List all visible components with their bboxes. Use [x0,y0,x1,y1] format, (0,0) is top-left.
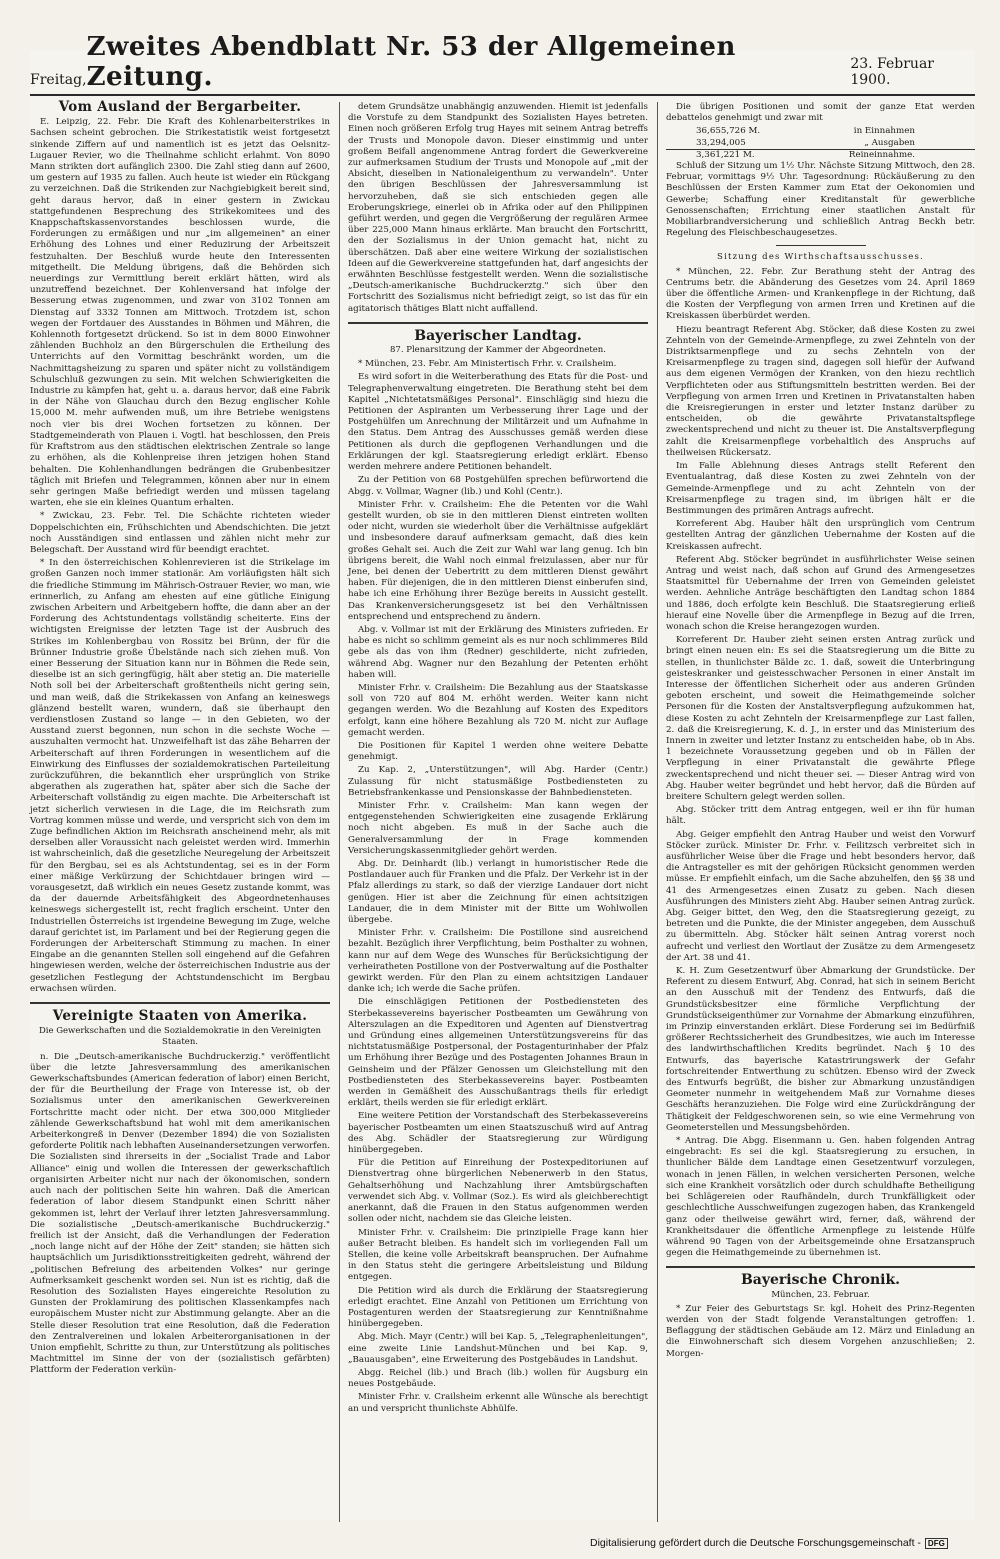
section-rule [666,1266,975,1268]
budget-figure-income [666,126,975,137]
article-paragraph: Abg. Dr. Deinhardt (lib.) verlangt in humoristischer Rede die Postlandauer auch für Franken und die Pfalz. Der Verkehr ist in der Pfalz allerdings zu stark, so daß der vierzige Landauer dort nicht genügen. Hier ist aber die Zeichnung für einen achtsitzigen Landauer, die in dem Minister mit der Bitte um Wohlwollen übergebe. [348,859,648,926]
article-paragraph: K. H. Zum Gesetzentwurf über Abmarkung der Grundstücke. Der Referent zu diesem Entwurf, Abg. Conrad, hat sich in seinem Bericht an den Ausschuß mit der Tendenz des Entwurfs, daß die Grundstücksbesitzer eine förmliche Verpflichtung der Grundstückseigenthümer zur Vornahme der Abmarkung einzuführen, im Prinzip einverstanden erklärt. Diese Forderung sei im Bedürfniß größerer Rechtssicherheit des Grundbesitzes, wie auch im Interesse des landwirthschaftlichen Kredits begründet. Nach § 10 des Entwurfs, das bayerische Katastrirungswerk der Gefahr fortschreitender Entwerthung zu schützen. Ebenso wird der Zweck des Entwurfs begrüßt, die bisher zur Abmarkung unzuständigen Geometer nunmehr in weitgehendem Maß zur Vornahme dieses Geschäfts heranzuziehen. Die Folge wird eine Zurückdrängung der Thätigkeit der Feldgeschworenen sein, so wie eine Vermehrung von Geometerstellen und Messungsbehörden. [666,966,975,1133]
article-subheading: 87. Plenarsitzung der Kammer der Abgeordneten. [390,345,606,356]
credit-text: Digitalisierung gefördert durch die Deutsche Forschungsgemeinschaft - [590,1537,921,1549]
article-paragraph: Die übrigen Positionen und somit der ganze Etat werden debattelos genehmigt und zwar mit [666,102,975,124]
column-divider [339,102,340,1522]
article-paragraph: Für die Petition auf Einreihung der Postexpeditoriunen auf Dienstvertrag ohne bürgerlichen Nebenerwerb in den Status, Gehaltserhöhung und Nachzahlung ihrer Amtsbürgschaften verwendet sich Abg. v. Vollmar (Soz.). Es wird als gleichberechtigt anerkannt, daß die Frauen in den Status aufgenommen werden sollen oder nicht, nachdem sie das Gleiche leisten. [348,1158,648,1225]
figure-value: 36,655,726 M. [696,126,761,137]
article-paragraph: Minister Frhr. v. Crailsheim: Ehe die Petenten vor die Wahl gestellt wurden, ob sie in den mittleren Dienst eintreten wollten oder nicht, wurden sie wiederholt über die Verhältnisse aufgeklärt und insbesondere darauf aufmerksam gemacht, daß dies kein großes Gehalt sei. Auch die Zeit zur Wahl war lang genug. Ich bin übrigens bereit, die Wahl noch einmal freizulassen, aber nur für Jene, bei denen der Uebertritt zu dem mittleren Dienst gewährt haben. Für diejenigen, die in den mittleren Dienst einberufen sind, habe ich eine Erhöhung ihrer Bezüge bereits in Aussicht gestellt. Das Krankenversicherungsgesetz ist bei den Verhältnissen entsprechend und entsprechend zu ändern. [348,499,648,622]
article-subheading: Die Gewerkschaften und die Sozialdemokratie in den Vereinigten Staaten. [38,1026,322,1048]
newspaper-page [30,32,975,1520]
digitization-credit [590,1537,948,1549]
figure-label: in Einnahmen [853,126,915,137]
article-paragraph: Abgg. Reichel (lib.) und Brach (lib.) wollen für Augsburg ein neues Postgebäude. [348,1367,648,1390]
article-paragraph: Korreferent Dr. Hauber zieht seinen ersten Antrag zurück und bringt einen neuen ein: Es sei die Staatsregierung um die Bitte zu stellen, in thunlichster Bälde zc. 1. daß, soweit die Unterbringung geisteskranker und geistesschwacher Personen in einer Anstalt im Interesse der öffentlichen Sicherheit oder aus anderen Gründen geboten erscheint, und soweit die Heimathgemeinde solcher Personen für die Kosten der Anstaltsverpflegung aufzukommen hat, diese Kosten zu acht Zehnteln der Kreisarmenpflege zur Last fallen, 2. daß die Kreisregierung, K. d. J., in erster und das Ministerium des Innern in zweiter und letzter Instanz zu entscheiden habe, ob in Abs. 1 bezeichnete Voraussetzung gegeben und ob in Fällen der Verpflegung in einer Privatanstalt die gewährte Pflege zweckentsprechend und nicht theuer sei. — Dieser Antrag wird von Abg. Hauber weiter begründet und hebt hervor, daß die Bürden auf breitere Schultern gelegt werden sollen. [666,635,975,802]
article-paragraph: * In den österreichischen Kohlenrevieren ist die Strikelage im großen Ganzen noch immer stationär. Am vorläufigsten hält sich die friedliche Stimmung im Mährisch-Ostrauer Revier, wo man, wie erinnerlich, zu Anfang am ehesten auf eine gütliche Einigung zwischen Arbeitern und Arbeitgebern hoffte, die dann aber an der Forderung des Achtstundentags vollständig scheiterte. Eins der wichtigsten Ereignisse der letzten Tage ist der Ausbruch des Strikes im Kohlenbergbau von Rossitz bei Brünn, der für die Brünner Industrie große Übelstände nach sich ziehen muß. Von einer Besserung der Situation kann nur in Böhmen die Rede sein, dieselbe ist an sich geringfügig, hält aber stetig an. Die materielle Noth soll bei der Arbeiterschaft großtentheils nicht gering sein, und man weiß, daß die Strikekassen von Anfang an keineswegs glänzend bestellt waren, wundern, daß sie überhaupt den verdienstlosen Zustand so lange — in den Gebieten, wo der Ausstand zuerst begonnen, nun schon in die sechste Woche — auszuhalten vermocht hat. Unzweifelhaft ist das zähe Beharren der Arbeiterschaft auf ihren Forderungen in wesentlichem auf die Einwirkung des Einflusses der sozialdemokratischen Parteileitung zurückzuführen, die bekanntlich eher ursprünglich von Strike abgerathen als zugerathen hat, später aber sich die Sache der Arbeiterschaft vollständig zu eigen machte. Die Arbeiterschaft ist jetzt sicherlich verwiesen in die Lage, die im Reichsrath zum Vortrag kommen müsse und werde, und verspricht sich von dem im Zuge befindlichen Aktion im Reichsrath anscheinend mehr, als mit derselben aller Voraussicht nach geleistet werden wird. Immerhin ist wahrscheinlich, daß die gesetzliche Neuregelung der Arbeitszeit für den Bergbau, sei es als Achtstundentag, sei es in der Form einer mäßige Verkürzung der Schichtdauer bringen wird — vorausgesetzt, daß wirklich ein neues Gesetz zustande kommt, was da der dauernde Arbeitsfähigkeit des Abgeordnetenhauses keineswegs sichergestellt ist, recht fraglich erscheint. Unter den Industriellen Österreichs ist irgendeine Bewegung im Zuge, welche darauf gerichtet ist, im Parlament und bei der Regierung gegen die Forderungen der Arbeiterschaft Stimmung zu machen. In einer Eingabe an die genannten Stellen soll eingehend auf die Gefahren hingewiesen werden, welche der österreichischen Industrie aus der gesetzlichen Festlegung der Achtstundenschicht im Bergbau erwachsen würden. [30,558,330,994]
article-heading: Vom Ausland der Bergarbeiter. [58,99,302,115]
section-rule [30,1002,330,1004]
article-paragraph: Abg. Geiger empfiehlt den Antrag Hauber und weist den Vorwurf Stöcker zurück. Minister Dr. Frhr. v. Feilitzsch verbreitet sich in ausführlicher Weise über die Frage und hebt besonders hervor, daß die Antragsteller es mit der gehörigen Rücksicht genommen werden müsse. Er empfiehlt einfach, um die Sache abzuhelfen, den §§ 38 und 41 des Armengesetzes einen Zusatz zu geben. Nach diesen Ausführungen des Ministers zieht Abg. Hauber seinen Antrag zurück. Abg. Geiger bittet, den Weg, den die Staatsregierung gezeigt, zu betreten und die Punkte, die der Minister angegeben, dem Ausschuß zu übermitteln. Abg. Stöcker hält seinen Antrag vorerst noch aufrecht und verliest den Wortlaut der Zusätze zu dem Armengesetz der Art. 38 und 41. [666,829,975,963]
masthead-title: Zweites Abendblatt Nr. 53 der Allgemeinen Zeitung. [86,32,736,92]
article-subheading: Sitzung des Wirthschaftsausschusses. [717,252,924,263]
article-paragraph: Zu Kap. 2, „Unterstützungen", will Abg. Harder (Centr.) Zulassung für nicht statusmäßige Postbediensteten zu Betriebsfrankenkasse und Pensionskasse der Bahnbediensteten. [348,765,648,798]
article-heading: Bayerischer Landtag. [414,327,582,344]
article-paragraph: * München, 22. Febr. Zur Berathung steht der Antrag des Centrums betr. die Abänderung des Gesetzes vom 24. April 1869 über die öffentliche Armen- und Krankenpflege in der Richtung, daß die Kosten der Verpflegung von armen Irren und Kretinen auf die Kreiskassen überbürdet werden. [666,266,975,322]
article-paragraph: * Zwickau, 23. Febr. Tel. Die Schächte richteten wieder Doppelschichten ein, Frühschichten und Abendschichten. Die jetzt noch Ausständigen sind entlassen und zählen nicht mehr zur Belegschaft. Der Ausstand wird für beendigt erachtet. [30,511,330,555]
figure-value: 3,361,221 M. [696,149,755,160]
article-paragraph: Abg. Stöcker tritt dem Antrag entgegen, weil er ihn für human hält. [666,805,975,827]
column-3 [666,102,975,1362]
article-paragraph: Minister Frhr. v. Crailsheim: Die Bezahlung aus der Staatskasse soll von 720 auf 804 M. erhöht werden. Weiter kann nicht gegangen werden. Wo die Bezahlung auf Kosten des Expeditors erfolgt, kann eine höhere Bezahlung als 720 M. nicht zur Auflage gemacht werden. [348,682,648,738]
article-paragraph: Schluß der Sitzung um 1½ Uhr. Nächste Sitzung Mittwoch, den 28. Februar, vormittags 9½ Uhr. Tagesordnung: Rückäußerung zu den Beschlüssen der Ersten Kammer zum Etat der Oekonomien und Gewerbe; Schaffung einer Kreditanstalt für gewerbliche Genossenschaften; Errichtung einer staatlichen Anstalt für Mobiliarbrandversicherung und schließlich Antrag Beckh betr. Regelung des Fleischbeschaugesetzes. [666,161,975,239]
article-heading: Bayerische Chronik. [740,1272,901,1289]
column-2 [348,102,648,1417]
article-paragraph: Minister Frhr. v. Crailsheim: Die prinzipielle Frage kann hier außer Betracht bleiben. Es handelt sich im vorliegenden Fall um Stellen, die keine volle Arbeitskraft beanspruchen. Der Aufnahme in den Status steht die geringere Arbeitsleistung und Bildung entgegen. [348,1227,648,1283]
article-paragraph: detem Grundsätze unabhängig anzuwenden. Hiemit ist jedenfalls die Vorstufe zu dem Standpunkt des Sozialisten Hayes betreten. Einen noch größeren Erfolg trug Hayes mit seinem Antrag betreffs der Trusts und Monopole davon. Dieser einstimmig und unter großem Beifall angenommene Antrag fordert die Gewerkvereine zur aufmerksamen Studium der Trusts und Monopole auf „mit der Absicht, dieselben in Nationaleigenthum zu verwandeln". Unter den übrigen Beschlüssen der Jahresversammlung ist hervorzuheben, daß sie sich entschieden gegen alle Eroberungskriege, einerlei ob in Afrika oder auf den Philippinen geführt werden, und gegen die Vergrößerung der regulären Armee über 225,000 Mann hinaus erklärte. Man braucht den Fortschritt, den der Sozialismus in der Union gemacht hat, nicht zu überschätzen. Daß aber eine weitere Wirkung der sozialistischen Ideen auf die Gewerkvereine stattgefunden hat, darf angesichts der erwähnten Beschlüsse festgestellt werden. Wenn die sozialistische „Deutsch-amerikanische Buchdruckerztg." sich über den Fortschritt des Sozialismus nicht befriedigt zeigt, so ist das für ein agitatorisch thätiges Blatt nicht auffallend. [348,102,648,314]
masthead [30,32,975,96]
article-paragraph: Minister Frhr. v. Crailsheim: Die Postillone sind ausreichend bezahlt. Bezüglich ihrer Verpflichtung, beim Posthalter zu wohnen, kann nur auf dem Wege des Wunsches für Berücksichtigung der verheiratheten Postillone von der Postverwaltung auf die Posthalter gewirkt werden. Für den Plan zu einem achtsitzigen Landauer danke ich; ich werde die Sache prüfen. [348,928,648,995]
article-paragraph: Abg. Mich. Mayr (Centr.) will bei Kap. 5, „Telegraphenleitungen", eine zweite Linie Landshut-München und bei Kap. 9, „Bauausgaben", eine Erweiterung des Postgebäudes in Landshut. [348,1332,648,1365]
masthead-day: Freitag, [30,72,87,88]
column-1 [30,99,330,1379]
article-paragraph: Es wird sofort in die Weiterberathung des Etats für die Post- und Telegraphenverwaltung eingetreten. Die Berathung steht bei dem Kapitel „Nichtetatsmäßiges Personal". Einschlägig sind hiezu die Petitionen der Aspiranten um Verbesserung ihrer Lage und der Postgehülfen um Anrechnung der Militärzeit und um Aufnahme in den Status. Dem Antrag des Ausschusses gemäß werden diese Petitionen als durch die gepflogenen Verhandlungen und die Erklärungen der kgl. Staatsregierung erledigt erklärt. Ebenso werden mehrere andere Petitionen behandelt. [348,372,648,473]
budget-figure-expense [666,138,975,149]
article-paragraph: Im Falle Ablehnung dieses Antrags stellt Referent den Eventualantrag, daß diese Kosten zu zwei Zehnteln von der Gemeinde-Armenpflege und zu acht Zehnteln von der Kreisarmenpflege zu tragen sind, im übrigen hält er die Bestimmungen des primären Antrags aufrecht. [666,461,975,516]
article-paragraph: E. Leipzig, 22. Febr. Die Kraft des Kohlenarbeiterstrikes in Sachsen scheint gebrochen. Die Strikestatistik weist fortgesetzt sinkende Ziffern auf und namentlich ist es jetzt das Oelsnitz-Lugauer Revier, wo die Theilnahme schlicht erlahmt. Von 8090 Mann strikten dort aufänglich 2300. Die Zahl stieg dann auf 2600, um gestern auf 1935 zu fallen. Auch heute ist wieder ein Rückgang zu verzeichnen. Daß die Strikenden zur Nachgiebigkeit bereit sind, geht daraus hervor, daß in einer gestern in Zwickau stattgefundenen Besprechung des Strikekomitees und des Knappschaftskassenvorstandes beschlossen wurde, die Forderungen zu ermäßigen und nur „im allgemeinen" an einer Erhöhung des Lohnes und einer Reduzirung der Arbeitszeit festzuhalten. Der Beschluß wurde heute den Interessenten mitgetheilt. Die Meldung übrigens, daß die Behörden sich neuerdings zur Vermittlung bereit erklärt hätten, wird als unzutreffend bezeichnet. Der Kohlenversand hat infolge der Besserung etwas zugenommen, und zwar von 3102 Tonnen am Dienstag auf 3332 Tonnen am Mittwoch. Trotzdem ist, schon wegen der Fortdauer des Ausstandes in Böhmen und Mähren, die Kohlennoth fortgesetzt drückend. So ist in dem 8000 Einwohner zählenden Buchholz an den Bürgerschulen die Ertheilung des Unterrichts auf den Vormittag beschränkt worden, um die Nachmittagsheizung zu sparen und später nicht zu vollständigem Schulschluß gezwungen zu sein. Mit welchen Schwierigkeiten die Industrie zu kämpfen hat, geht u. a. daraus hervor, daß eine Fabrik in der Nähe von Glauchau durch den Bezug englischer Kohle 15,000 M. mehr aufwenden muß, um ihre Betriebe wenigstens noch vier bis drei Wochen fortsetzen zu können. Der Stadtgemeinderath von Plauen i. Vogtl. hat beschlossen, den Preis für Kraftstrom aus den städtischen elektrischen Zentrale so lange zu erhöhen, als die Kohlenpreise ihren jetzigen hohen Stand behalten. Die Kohlenhandlungen bedrängen die Grubenbesitzer täglich mit Briefen und Telegrammen, können aber nur in einem sehr geringen Maße befriedigt werden und müssen tagelang warten, ehe sie ein kleines Quantum erhalten. [30,117,330,509]
article-paragraph: Minister Frhr. v. Crailsheim: Man kann wegen der entgegenstehenden Schwierigkeiten eine zusagende Erklärung noch nicht abgeben. Es muß in der Sache auch die Generalversammlung der in Frage kommenden Versicherungskassenmitglieder gehört werden. [348,800,648,856]
figure-label: „ Ausgaben [864,137,915,148]
article-paragraph: n. Die „Deutsch-amerikanische Buchdruckerzig." veröffentlicht über die letzte Jahresversammlung des amerikanischen Gewerkschaftsbundes (American federation of labor) einen Bericht, der für die Beurtheilung der Frage von Interesse ist, ob der Sozialismus unter den amerikanischen Gewerkvereinen Fortschritte macht oder nicht. Der etwa 300,000 Mitglieder zählende Gewerkschaftsbund hat wohl mit dem amerikanischen Arbeiterkongreß in Denver (Dezember 1894) die von Sozialisten geforderte Politik nach lebhaften Auseinandersetzungen verworfen. Die Sozialisten sind ihrerseits in der „Socialist Trade and Labor Alliance" einig und wollen die Interessen der gewerkschaftlich organisirten Arbeiter nicht nur nach der ökonomischen, sondern auch nach der politischen Seite hin wahren. Daß die American federation of labor diesem Standpunkt einen Schritt näher gekommen ist, lehrt der Verlauf ihrer letzten Jahresversammlung. Die sozialistische „Deutsch-amerikanische Buchdruckerzig." freilich ist der Ansicht, daß die Verhandlungen der Federation „noch lange nicht auf der Höhe der Zeit" standen; sie hätten sich hauptsächlich um Jurisdiktionsstreitigkeiten gedreht, während der „politischen Befreiung des arbeitenden Volkes" nur geringe Aufmerksamkeit geschenkt worden sei. Nun ist es richtig, daß die Resolution des Sozialisten Hayes eingereichte Resolution zu Gunsten der Proklamirung des politischen Klassenkampfes nach europäischem Muster nicht zur Abstimmung gelangte. Aber an die Stelle dieser Resolution trat eine Resolution, daß die Federation den Zentralvereinen und lokalen Arbeiterorganisationen in der Union empfiehlt, Schritte zu thun, zur Unterstützung als politisches Machtmittel im Sinne der von der (sozialistisch gefärbten) Plattform der Federation verkün- [30,1051,330,1376]
article-paragraph: * Antrag. Die Abgg. Eisenmann u. Gen. haben folgenden Antrag eingebracht: Es sei die kgl. Staatsregierung zu ersuchen, in thunlicher Bälde dem Landtage einen Gesetzentwurf vorzulegen, wonach in jenen Fällen, in welchen versicherten Personen, welche sich eine Krankheit vorsätzlich oder durch schuldhafte Betheiligung bei Schlägereien oder Raufhändeln, durch Trunkfälligkeit oder geschlechtliche Ausschweifungen zugezogen haben, das Krankengeld ganz oder theilweise gewährt wird, ferner, daß, während der Krankheitsdauer die öffentliche Armenpflege zu leistende Hülfe während 90 Tagen von der Arbeitsgemeinde ohne Ersatzanspruch gegen die Heimathgemeinde zu übernehmen ist. [666,1136,975,1259]
column-divider [657,102,658,1522]
masthead-date: 23. Februar 1900. [850,56,934,88]
figure-label: Reineinnahme. [848,149,915,160]
article-paragraph: Minister Frhr. v. Crailsheim erkennt alle Wünsche als berechtigt an und verspricht thunlichste Abhülfe. [348,1392,648,1414]
article-paragraph: Zu der Petition von 68 Postgehülfen sprechen befürwortend die Abgg. v. Vollmar, Wagner (lib.) und Kohl (Centr.). [348,475,648,497]
article-paragraph: Die Positionen für Kapitel 1 werden ohne weitere Debatte genehmigt. [348,740,648,763]
article-paragraph: * München, 23. Febr. Am Ministertisch Frhr. v. Crailsheim. [358,359,617,370]
article-paragraph: Abg. v. Vollmar ist mit der Erklärung des Ministers zufrieden. Er habe es nicht so schlimm gemeint als es nur noch schlimmeres Bild gebe als das von ihm (Redner) geschilderte, nicht zufrieden, während Abg. Wagner nur den Bezahlung der Petenten erhöht haben will. [348,624,648,680]
article-paragraph: Korreferent Abg. Hauber hält den ursprünglich vom Centrum gestellten Antrag der gänzlichen Uebernahme der Kosten auf die Kreiskassen aufrecht. [666,519,975,552]
figure-value: 33,294,005 [696,137,746,148]
section-rule [348,322,648,324]
article-paragraph: Hiezu beantragt Referent Abg. Stöcker, daß diese Kosten zu zwei Zehnteln von der Gemeinde-Armenpflege, zu zwei Zehnteln von der Distriktsarmenpflege und zu sechs Zehnteln von der Kreisarmenpflege zu tragen sind, dagegen soll hiefür der Aufwand aus dem eigenen Vermögen der Kranken, von den hiezu rechtlich Verpflichteten oder aus Stiftungsmitteln bestritten werden. Bei der Verpflegung von armen Irren und Kretinen in Privatanstalten haben die Kreisregierungen in erster und letzter Instanz darüber zu entscheiden, ob die gewährte Privatanstaltspflege zweckentsprechend und nicht zu theuer ist. Die Anstaltsverpflegung zahlt die Kreisarmenpflege vorbehaltlich des Anspruchs auf theilweisen Rückersatz. [666,324,975,458]
dateline: München, 23. Februar. [771,1289,870,1300]
article-paragraph: Die Petition wird als durch die Erklärung der Staatsregierung erledigt erachtet. Eine Anzahl von Petitionen um Errichtung von Postagenturen werden der Staatsregierung zur Kenntnißnahme hinübergegeben. [348,1285,648,1330]
article-paragraph: Die einschlägigen Petitionen der Postbediensteten des Sterbekassevereins bayerischer Postbeamten um Gewährung von Alterszulagen an die Expeditoren und Agenten auf Dienstvertrag und Gründung eines allgemeinen Unterstützungsvereins für das nichtstatusmäßige Postpersonal, der Postagenturinhaber der Pfalz um Erhöhung ihrer Bezüge und des Postagenten Johannes Braun in Geinsheim und der Pfälzer Genossen um Gleichstellung mit den Postbediensteten des Sterbekassevereins bayer. Postbeamten werden in Gemäßheit des Ausschußantrags theils für erledigt erklärt, theils werden sie für erledigt erklärt. [348,997,648,1109]
article-paragraph: Referent Abg. Stöcker begründet in ausführlichster Weise seinen Antrag und weist nach, daß schon auf Grund des Armengesetzes Staatsmittel für Uebernahme der Irren von Gemeinden geleistet werden. Aehnliche Anträge beschäftigten den Landtag schon 1884 und 1886, doch erfolgte kein Beschluß. Die Staatsregierung erließ hierauf eine Novelle über die Armenpflege in Bezug auf die Irren, wonach schon die Kreise herangezogen wurden. [666,554,975,632]
budget-figure-net [666,149,975,161]
dfg-logo-icon: DFG [925,1538,948,1549]
section-rule [776,245,866,246]
article-paragraph: * Zur Feier des Geburtstags Sr. kgl. Hoheit des Prinz-Regenten werden von der Stadt folgende Veranstaltungen getroffen: 1. Beflaggung der städtischen Gebäude am 12. März und Einladung an die Einwohnerschaft sich diesem Vorgehen anzuschließen; 2. Morgen- [666,1303,975,1359]
article-paragraph: Eine weitere Petition der Vorstandschaft des Sterbekassevereins bayerischer Postbeamten um einen Staatszuschuß wird auf Antrag des Abg. Schädler der Staatsregierung zur Würdigung hinübergegeben. [348,1111,648,1156]
article-heading: Vereinigte Staaten von Amerika. [52,1008,308,1025]
